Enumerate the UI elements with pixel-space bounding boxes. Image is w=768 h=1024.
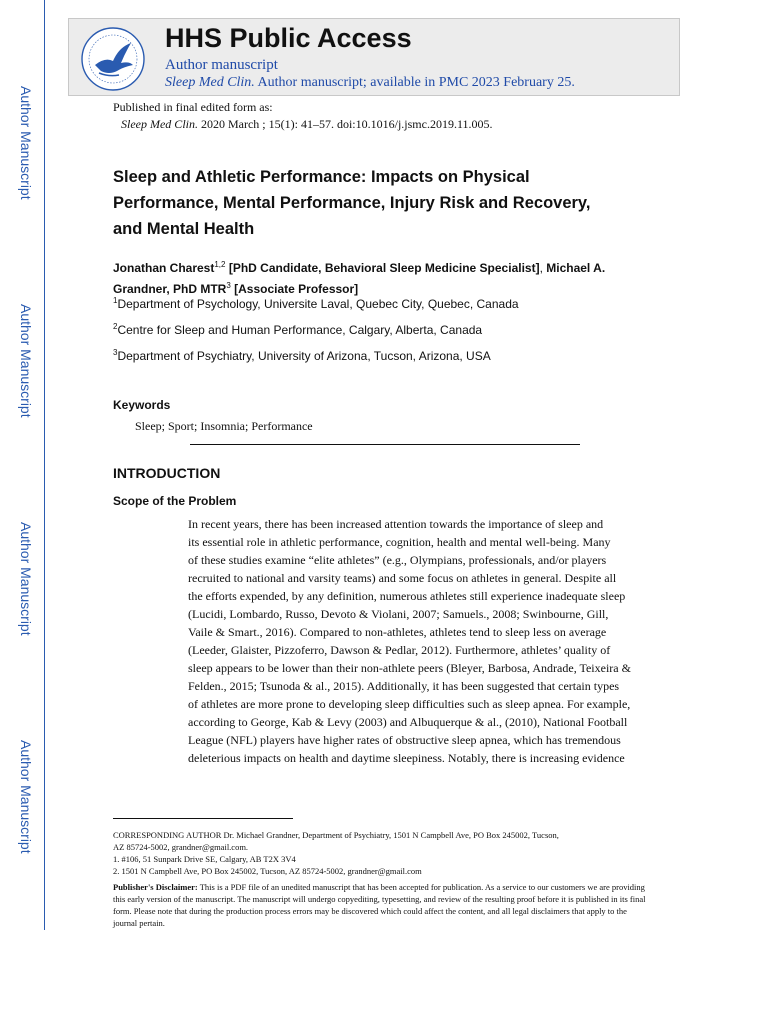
corresponding-author: AZ 85724-5002, grandner@gmail.com. bbox=[113, 842, 249, 852]
footnote-2: 2. 1501 N Campbell Ave, PO Box 245002, Tucson, AZ 85724-5002, grandner@gmail.com bbox=[113, 866, 422, 876]
side-label: Author Manuscript bbox=[18, 740, 34, 854]
footnote-divider bbox=[113, 818, 293, 819]
article-title: Sleep and Athletic Performance: Impacts on Physical Performance, Mental Performance, Injury Risk and Recovery, and Mental Health bbox=[113, 168, 591, 238]
corresponding-author: CORRESPONDING AUTHOR Dr. Michael Grandner, Department of Psychiatry, 1501 N Campbell Ave, PO Box 245002, Tucson, bbox=[113, 830, 559, 840]
keywords-text: Sleep; Sport; Insomnia; Performance bbox=[135, 419, 313, 433]
divider bbox=[190, 444, 580, 445]
published-label: Published in final edited form as: bbox=[113, 100, 273, 114]
hhs-eagle-seal-logo bbox=[79, 25, 147, 93]
footnote-1: 1. #106, 51 Sunpark Drive SE, Calgary, AB T2X 3V4 bbox=[113, 854, 296, 864]
side-label: Author Manuscript bbox=[18, 304, 34, 418]
header-availability: Sleep Med Clin. Author manuscript; available in PMC 2023 February 25. bbox=[165, 75, 575, 90]
header-subtitle: Author manuscript bbox=[165, 57, 278, 73]
author-list: Jonathan Charest$^{1,2}$ [PhD Candidate, Behavioral Sleep Medicine Specialist], Michael A. Grandner, PhD MTR$^3$ [Associate Professor] bbox=[113, 260, 606, 296]
header-title: HHS Public Access bbox=[165, 23, 412, 53]
side-label: Author Manuscript bbox=[18, 522, 34, 636]
side-rail-line bbox=[44, 0, 45, 930]
published-citation: Sleep Med Clin. 2020 March ; 15(1): 41–57. doi:10.1016/j.jsmc.2019.11.005. bbox=[121, 117, 493, 131]
affiliation: $^1$Department of Psychology, Universite Laval, Quebec City, Quebec, Canada bbox=[113, 296, 519, 311]
section-heading: INTRODUCTION bbox=[113, 465, 221, 481]
publisher-disclaimer: Publisher's Disclaimer: This is a PDF file of an unedited manuscript that has been accepted for publication. As a service to our customers we are providing this early version of the manuscript. The manuscript will undergo copyediting, typesetting, and review of the resulting proof before it is published in its final form. Please note that during the production process errors may be discovered which could affect the content, and all legal disclaimers that apply to the journal pertain. bbox=[113, 882, 646, 928]
keywords-heading: Keywords bbox=[113, 398, 171, 412]
hhs-header bbox=[68, 18, 680, 96]
footnotes bbox=[113, 829, 653, 929]
affiliation: $^3$Department of Psychiatry, University of Arizona, Tucson, Arizona, USA bbox=[113, 348, 491, 363]
body-paragraph: In recent years, there has been increased attention towards the importance of sleep and its essential role in athletic performance, cognition, health and mental well-being. Many of these studies examine “elite athletes” (e.g., Olympians, professionals, and/or players recruited to national and varsity teams) and some focus on athletes in general. Despite all the efforts expended, by any definition, numerous athletes still experience inadequate sleep (Lucidi, Lombardo, Russo, Devoto & Violani, 2007; Samuels., 2008; Swinbourne, Gill, Vaile & Smart., 2016). Compared to non-athletes, athletes tend to sleep less on average (Leeder, Glaister, Pizzoferro, Dawson & Pedlar, 2012). Furthermore, athletes’ quality of sleep appears to be lower than their non-athlete peers (Bleyer, Barbosa, Andrade, Teixeira & Felden., 2015; Tsunoda & al., 2015). Additionally, it has been suggested that certain types of athletes are more prone to developing sleep difficulties such as sleep apnea. For example, according to George, Kab & Levy (2003) and Albuquerque & al., (2010), National Football League (NFL) players have higher rates of obstructive sleep apnea, which has tremendous deleterious impacts on health and daytime sleepiness. Notably, there is increasing evidence bbox=[188, 517, 631, 765]
subsection-heading: Scope of the Problem bbox=[113, 494, 237, 508]
side-label: Author Manuscript bbox=[18, 86, 34, 200]
affiliation: $^2$Centre for Sleep and Human Performance, Calgary, Alberta, Canada bbox=[113, 322, 483, 337]
